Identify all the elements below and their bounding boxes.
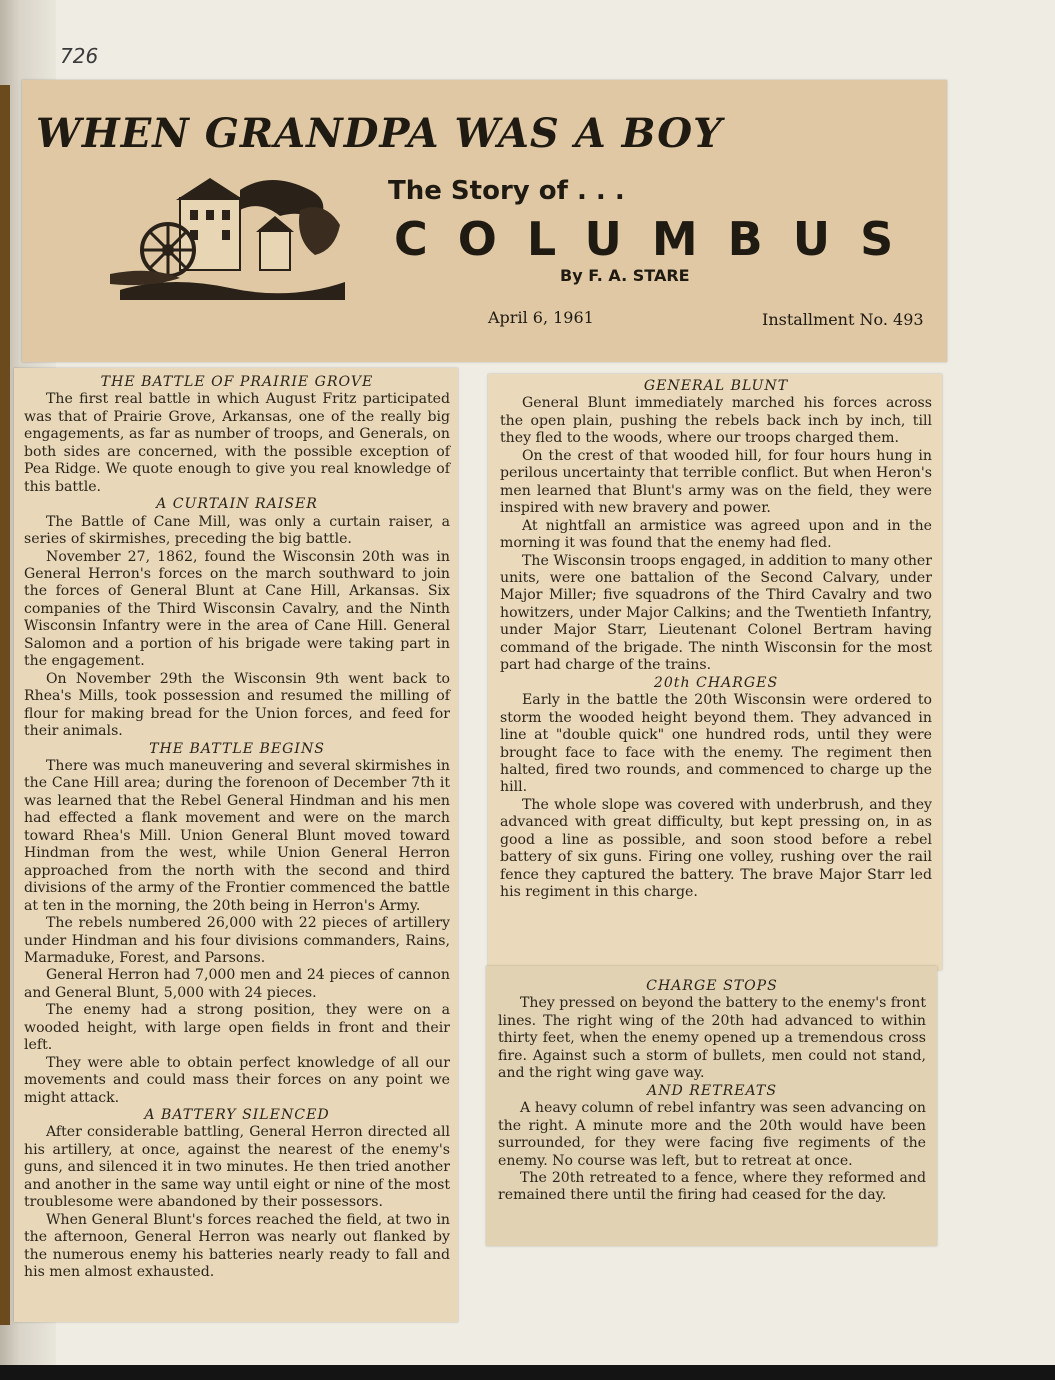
paragraph: On November 29th the Wisconsin 9th went back to Rhea's Mills, took possession and resumed the milling of flour for making bread for the Union forces, and feed for their animals.	[24, 670, 450, 740]
right-column-clipping-top	[488, 374, 942, 970]
paragraph: The Wisconsin troops engaged, in addition to many other units, were one battalion of the Second Calvary, under Major Miller; five squadrons of the Third Cavalry and two howitzers, under Major Calkins; and the Twentieth Infantry, under Major Starr, Lieutenant Colonel Bertram having command of the brigade. The ninth Wisconsin for the most part had charge of the trains.	[500, 552, 932, 674]
section-heading: CHARGE STOPS	[646, 978, 778, 994]
paragraph: The enemy had a strong position, they were on a wooded height, with large open fields in front and their left.	[24, 1002, 450, 1054]
paragraph: They were able to obtain perfect knowledge of all our movements and could mass their forces on any point we might attack.	[24, 1054, 450, 1106]
page-number: 726	[60, 44, 99, 68]
section-heading: AND RETREATS	[647, 1082, 777, 1099]
paragraph: When General Blunt's forces reached the field, at two in the afternoon, General Herron was nearly out flanked by the numerous enemy his batteries nearly ready to fall and his men almost exhausted.	[24, 1211, 450, 1281]
paragraph: The first real battle in which August Fritz participated was that of Prairie Grove, Arkansas, one of the really big engagements, as far as number of troops, and Generals, on both sides are concerned, with the possible exception of Pea Ridge. We quote enough to give you real knowledge of this battle.	[24, 391, 450, 495]
right-column-clipping-bottom	[486, 966, 937, 1246]
mill-illustration	[110, 170, 350, 300]
paragraph: The whole slope was covered with underbrush, and they advanced with great difficulty, but kept pressing on, in as good a line as possible, and soon stood before a rebel battery of six guns. Firing one volley, rushing over the rail fence they captured the battery. The brave Major Starr led his regiment in this charge.	[500, 796, 932, 901]
paragraph: They pressed on beyond the battery to the enemy's front lines. The right wing of the 20th had advanced to within thirty feet, when the enemy opened up a tremendous cross fire. Against such a storm of bullets, men could not stand, and the right wing gave way.	[498, 995, 926, 1082]
section-heading: GENERAL BLUNT	[643, 378, 789, 394]
left-column-clipping	[14, 368, 458, 1322]
left-column-text	[24, 374, 450, 1282]
paragraph: Early in the battle the 20th Wisconsin were ordered to storm the wooded height beyond them. They advanced in line at "double quick" one hundred rods, until they were brought face to face with the enemy. The regiment then halted, fired two rounds, and commenced to charge up the hill.	[500, 692, 932, 796]
paragraph: The 20th retreated to a fence, where they reformed and remained there until the firing had ceased for the day.	[498, 1169, 926, 1204]
city-title: COLUMBUS	[394, 212, 924, 266]
byline: By F. A. STARE	[560, 266, 690, 285]
paragraph: On the crest of that wooded hill, for four hours hung in perilous uncertainty that terrible conflict. But when Heron's men learned that Blunt's army was on the field, they were inspired with new bravery and power.	[500, 447, 932, 517]
paragraph: November 27, 1862, found the Wisconsin 20th was in General Herron's forces on the march southward to join the forces of General Blunt at Cane Hill, Arkansas. Six companies of the Third Wisconsin Cavalry, and the Ninth Wisconsin Infantry were in the area of Cane Hill. General Salomon and a portion of his brigade were taking part in the engagement.	[24, 548, 450, 670]
section-heading: 20th CHARGES	[653, 674, 779, 691]
section-heading: THE BATTLE OF PRAIRIE GROVE	[100, 374, 374, 390]
section-heading: A CURTAIN RAISER	[156, 496, 318, 513]
paragraph: General Herron had 7,000 men and 24 pieces of cannon and General Blunt, 5,000 with 24 pieces.	[24, 967, 450, 1001]
right-column-text-bottom	[498, 978, 926, 1205]
paragraph: A heavy column of rebel infantry was seen advancing on the right. A minute more and the 20th would have been surrounded, for they were facing five regiments of the enemy. No course was left, but to retreat at once.	[498, 1100, 926, 1169]
section-heading: A BATTERY SILENCED	[144, 1107, 330, 1124]
installment-number: Installment No. 493	[762, 310, 924, 329]
section-heading: THE BATTLE BEGINS	[149, 740, 325, 757]
paragraph: There was much maneuvering and several skirmishes in the Cane Hill area; during the forenoon of December 7th it was learned that the Rebel General Hindman and his men had effected a flank movement and were on the march toward Rhea's Mill. Union General Blunt moved toward Hindman from the west, while Union General Herron approached from the north with the second and third divisions of the army of the Frontier commenced the battle at ten in the morning, the 20th being in Herron's Army.	[24, 757, 450, 914]
paragraph: At nightfall an armistice was agreed upon and in the morning it was found that the enemy had fled.	[500, 517, 932, 552]
paragraph: The Battle of Cane Mill, was only a curtain raiser, a series of skirmishes, preceding the big battle.	[24, 513, 450, 548]
paragraph: The rebels numbered 26,000 with 22 pieces of artillery under Hindman and his four divisions commanders, Rains, Marmaduke, Forest, and Parsons.	[24, 915, 450, 966]
publication-date: April 6, 1961	[488, 308, 594, 327]
header-clipping	[22, 80, 947, 362]
story-of-label: The Story of . . .	[388, 176, 625, 206]
right-column-text-top	[500, 378, 932, 902]
paragraph: General Blunt immediately marched his forces across the open plain, pushing the rebels back inch by inch, till they fled to the woods, where our troops charged them.	[500, 395, 932, 447]
paragraph: After considerable battling, General Herron directed all his artillery, at once, against the nearest of the enemy's guns, and silenced it in two minutes. He then tried another and another in the same way until eight or nine of the most troublesome were abandoned by their possessors.	[24, 1124, 450, 1211]
binding-strip	[0, 85, 10, 1325]
masthead-title: WHEN GRANDPA WAS A BOY	[36, 110, 723, 157]
